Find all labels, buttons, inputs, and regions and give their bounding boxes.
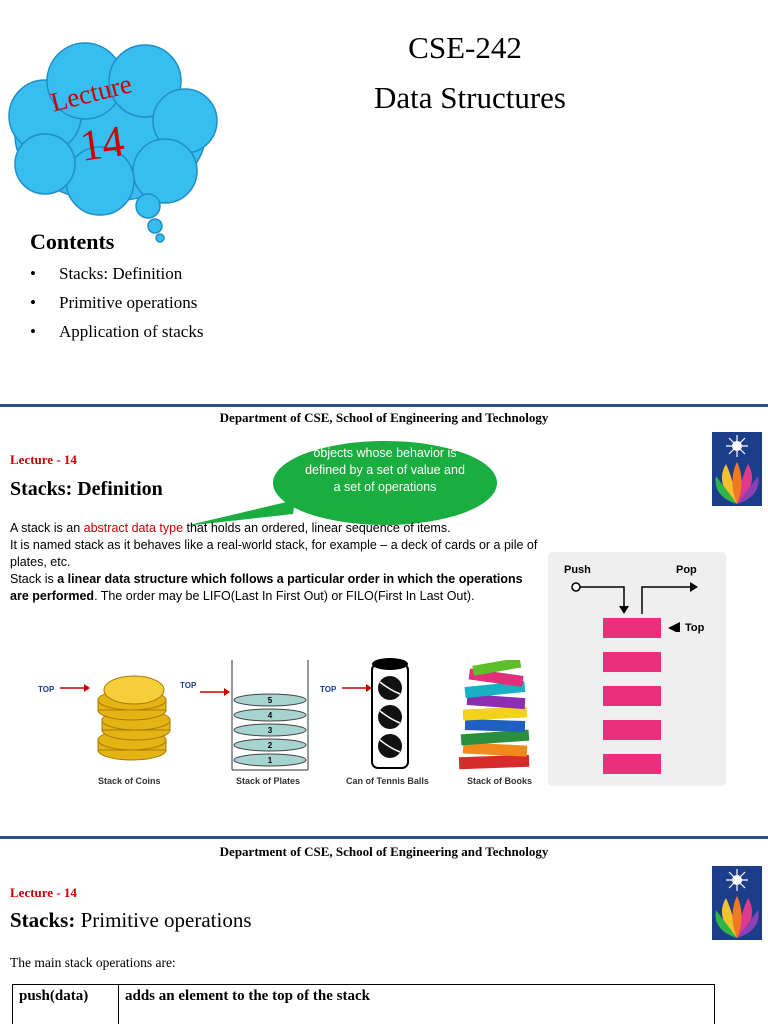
top-label: TOP <box>320 685 337 694</box>
lecture-label: Lecture - 14 <box>10 885 77 900</box>
slide-title: Stacks: Definition <box>10 478 163 500</box>
university-logo-icon <box>712 432 762 506</box>
title-bold: Stacks: <box>10 908 76 932</box>
coin-stack-icon <box>92 668 178 763</box>
caption: Stack of Coins <box>98 776 161 786</box>
stack-block <box>603 754 661 774</box>
list-item: • Primitive operations <box>30 293 203 322</box>
text-run: Stack is <box>10 572 58 586</box>
table-row <box>13 985 715 1024</box>
text-run: A stack is an <box>10 521 84 535</box>
arrow-icon <box>60 684 90 692</box>
book-stack-icon <box>455 660 535 770</box>
title-rest: Primitive operations <box>75 908 252 932</box>
operations-table <box>12 984 715 1024</box>
plate-number: 1 <box>267 756 273 765</box>
slide-divider <box>0 404 768 407</box>
operation-name: push(data) <box>13 985 119 1024</box>
course-name: Data Structures <box>374 80 566 115</box>
caption: Stack of Plates <box>236 776 301 786</box>
plate-number: 3 <box>267 726 273 735</box>
stack-block <box>603 652 661 672</box>
slide-divider <box>0 836 768 839</box>
list-item: • Stacks: Definition <box>30 264 203 293</box>
university-logo-icon <box>712 866 762 940</box>
pop-label: Pop <box>676 564 697 576</box>
caption: Can of Tennis Balls <box>346 776 429 786</box>
arrow-icon <box>342 684 372 692</box>
caption: Stack of Books <box>467 776 533 786</box>
stack-block <box>603 686 661 706</box>
top-label: TOP <box>38 685 55 694</box>
department-header: Department of CSE, School of Engineering and Technology <box>219 410 549 425</box>
top-label: TOP <box>180 681 197 690</box>
plate-number: 5 <box>267 696 273 705</box>
stack-examples <box>0 648 540 798</box>
plate-stack-icon <box>222 660 318 772</box>
top-pointer-label: Top <box>685 622 705 634</box>
definition-slide <box>0 408 768 836</box>
slide-title <box>10 908 252 933</box>
text-run: It is named stack as it behaves like a real-world stack, for example – a deck of cards or a pile of plates, etc. <box>10 538 538 569</box>
operation-description: adds an element to the top of the stack <box>119 985 715 1024</box>
operations-intro: The main stack operations are: <box>10 955 176 970</box>
definition-text <box>10 520 540 605</box>
plate-number: 2 <box>267 741 273 750</box>
stack-block <box>603 618 661 638</box>
callout-text: objects whose behavior is defined by a set of value and a set of operations <box>305 446 465 494</box>
list-item: • Application of stacks <box>30 322 203 351</box>
push-label: Push <box>564 564 591 576</box>
course-code: CSE-242 <box>408 30 522 65</box>
abstract-data-type-link[interactable]: abstract data type <box>83 521 184 535</box>
stack-block <box>603 720 661 740</box>
plate-number: 4 <box>267 711 273 720</box>
department-header: Department of CSE, School of Engineering and Technology <box>219 844 549 859</box>
operations-slide <box>0 840 768 1024</box>
text-run-bold: a linear data structure which follows a particular order in which the operations are performed <box>10 572 523 603</box>
lecture-label: Lecture - 14 <box>10 452 77 467</box>
cloud-lecture-number: 14 <box>76 116 128 171</box>
tennis-can-icon <box>370 656 410 771</box>
contents-title: Contents <box>30 229 115 254</box>
text-run: . The order may be LIFO(Last In First Out) or FILO(First In Last Out). <box>94 589 475 603</box>
contents-list <box>30 264 203 351</box>
title-slide <box>0 0 768 404</box>
cloud-lecture-label: Lecture <box>47 68 135 118</box>
stack-diagram <box>548 552 726 786</box>
text-run: that holds an ordered, linear sequence of items. <box>183 521 451 535</box>
